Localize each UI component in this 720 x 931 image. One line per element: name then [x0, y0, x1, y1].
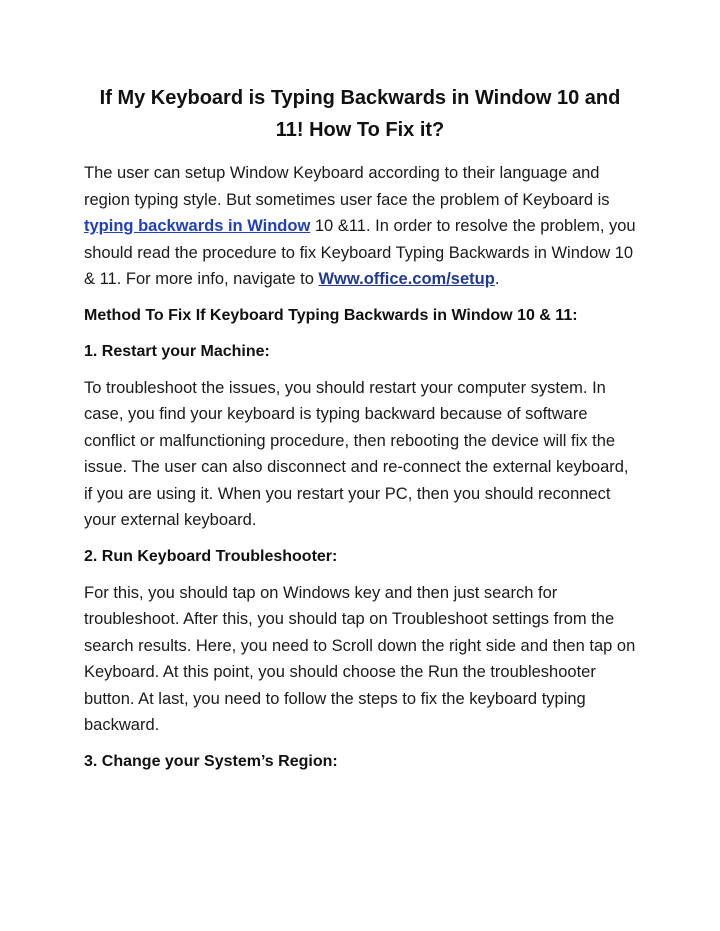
section-heading-restart: 1. Restart your Machine:	[84, 342, 270, 360]
intro-text-start: The user can setup Window Keyboard according to their language and region typing style. But sometimes user face the problem of Keyboard is	[84, 164, 610, 209]
intro-text-end: .	[494, 270, 500, 288]
page-title: If My Keyboard is Typing Backwards in Window 10 and 11! How To Fix it?	[99, 87, 621, 141]
intro-paragraph	[84, 160, 636, 293]
method-heading: Method To Fix If Keyboard Typing Backwards in Window 10 & 11:	[84, 306, 578, 324]
intro-text-middle: 10 &11. In order to resolve the problem, you should read the procedure to fix Keyboard Typing Backwards in Window 10 & 11. For more info, navigate to	[84, 217, 636, 288]
section-heading-region: 3. Change your System’s Region:	[84, 752, 338, 770]
section-heading-troubleshooter: 2. Run Keyboard Troubleshooter:	[84, 547, 338, 565]
section-body-troubleshooter: For this, you should tap on Windows key and then just search for troubleshoot. After this, you should tap on Troubleshoot settings from the search results. Here, you need to Scroll down the right side and then tap on Keyboard. At this point, you should choose the Run the troubleshooter button. At last, you need to follow the steps to fix the keyboard typing backward.	[84, 583, 636, 734]
office-setup-link[interactable]: Www.office.com/setup	[318, 270, 495, 288]
section-body-restart: To troubleshoot the issues, you should restart your computer system. In case, you find your keyboard is typing backward because of software conflict or malfunctioning procedure, then rebooting the device will fix the issue. The user can also disconnect and re-connect the external keyboard, if you are using it. When you restart your PC, then you should reconnect your external keyboard.	[84, 378, 629, 529]
typing-backwards-link[interactable]: typing backwards in Window	[84, 217, 311, 235]
